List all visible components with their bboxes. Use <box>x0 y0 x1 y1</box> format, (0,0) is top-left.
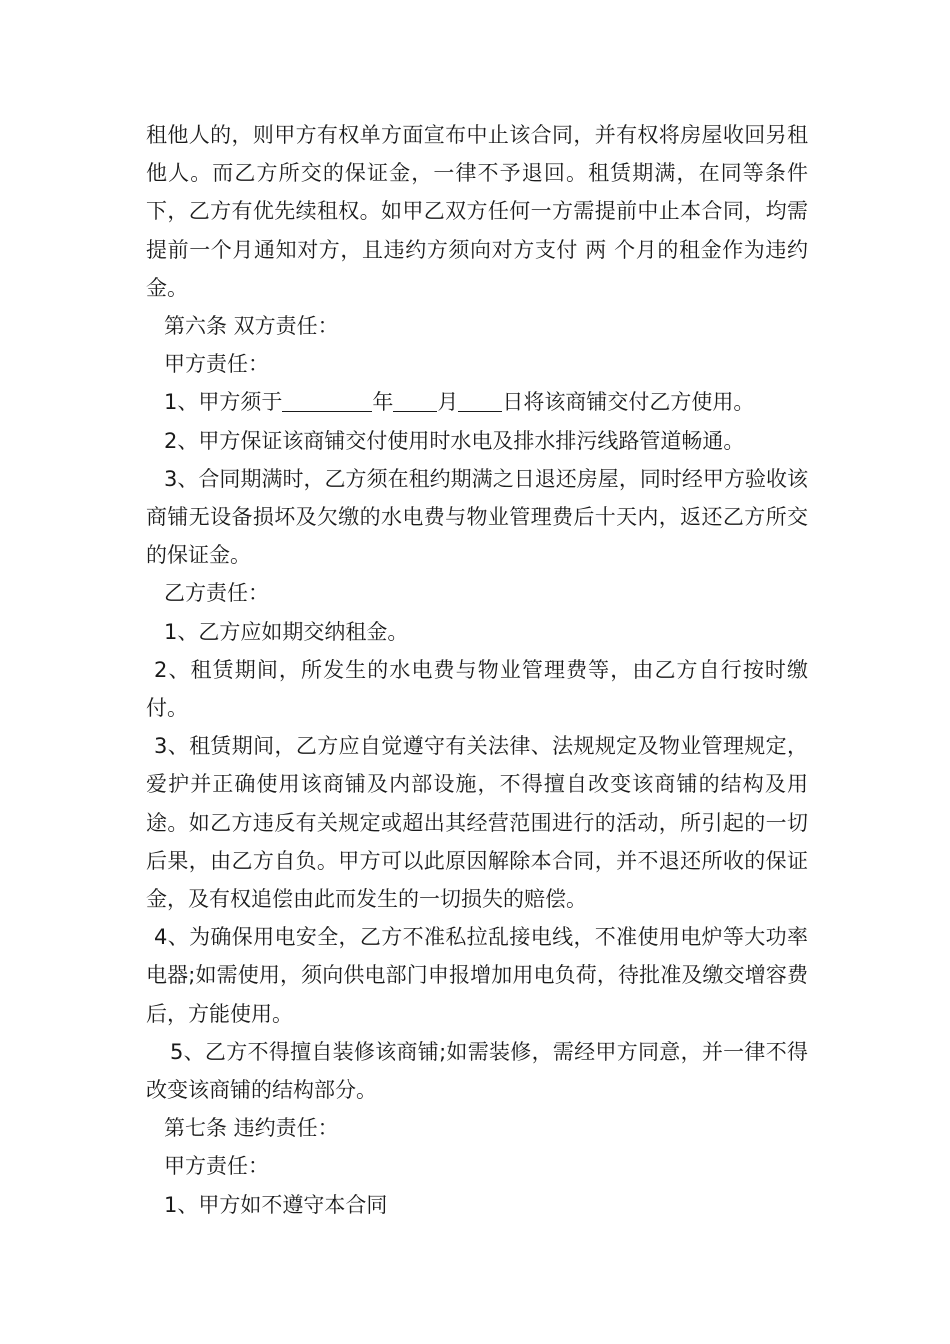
party-b-duties-heading: 乙方责任： <box>164 581 269 606</box>
year-label: 年 <box>372 390 394 415</box>
month-blank <box>393 389 437 412</box>
party-b-duty-5: 5、乙方不得擅自装修该商铺;如需装修，需经甲方同意，并一律不得改变该商铺的结构部分。 <box>146 1039 808 1103</box>
party-b-duty-3: 3、租赁期间，乙方应自觉遵守有关法律、法规规定及物业管理规定，爱护并正确使用该商铺及内部设施，不得擅自改变该商铺的结构及用途。如乙方违反有关规定或超出其经营范围进行的活动，所引起的一切后果，由乙方自负。甲方可以此原因解除本合同，并不退还所收的保证金，及有权追偿由此而发生的一切损失的赔偿。 <box>146 734 808 912</box>
party-a-duties-heading: 甲方责任： <box>164 352 269 377</box>
month-label: 月 <box>437 390 459 415</box>
party-a-duty-1 <box>146 383 808 421</box>
day-blank <box>458 389 502 412</box>
delivery-suffix: 日将该商铺交付乙方使用。 <box>502 390 755 415</box>
party-b-duty-4: 4、为确保用电安全，乙方不准私拉乱接电线，不准使用电炉等大功率电器;如需使用，须向供电部门申报增加用电负荷，待批准及缴交增容费后，方能使用。 <box>146 925 808 1026</box>
party-a-liability-1: 1、甲方如不遵守本合同 <box>164 1192 388 1217</box>
paragraph-termination: 租他人的，则甲方有权单方面宣布中止该合同，并有权将房屋收回另租他人。而乙方所交的保证金，一律不予退回。租赁期满，在同等条件下，乙方有优先续租权。如甲乙双方任何一方需提前中止本合同，均需提前一个月通知对方，且违约方须向对方支付 两 个月的租金作为违约金。 <box>146 123 808 300</box>
party-a-liability-heading: 甲方责任： <box>164 1154 269 1179</box>
party-a-duty-3: 3、合同期满时，乙方须在租约期满之日退还房屋，同时经甲方验收该商铺无设备损坏及欠缴的水电费与物业管理费后十天内，返还乙方所交的保证金。 <box>146 466 808 568</box>
article-six-heading: 第六条 双方责任： <box>164 314 339 339</box>
contract-page <box>146 116 808 1224</box>
year-blank <box>282 389 372 412</box>
party-b-duty-2: 2、租赁期间，所发生的水电费与物业管理费等，由乙方自行按时缴付。 <box>146 657 808 721</box>
article-seven-heading: 第七条 违约责任： <box>164 1116 339 1141</box>
party-a-duty-2: 2、甲方保证该商铺交付使用时水电及排水排污线路管道畅通。 <box>164 428 745 453</box>
delivery-prefix: 1、甲方须于 <box>164 390 283 415</box>
party-b-duty-1: 1、乙方应如期交纳租金。 <box>164 619 409 644</box>
